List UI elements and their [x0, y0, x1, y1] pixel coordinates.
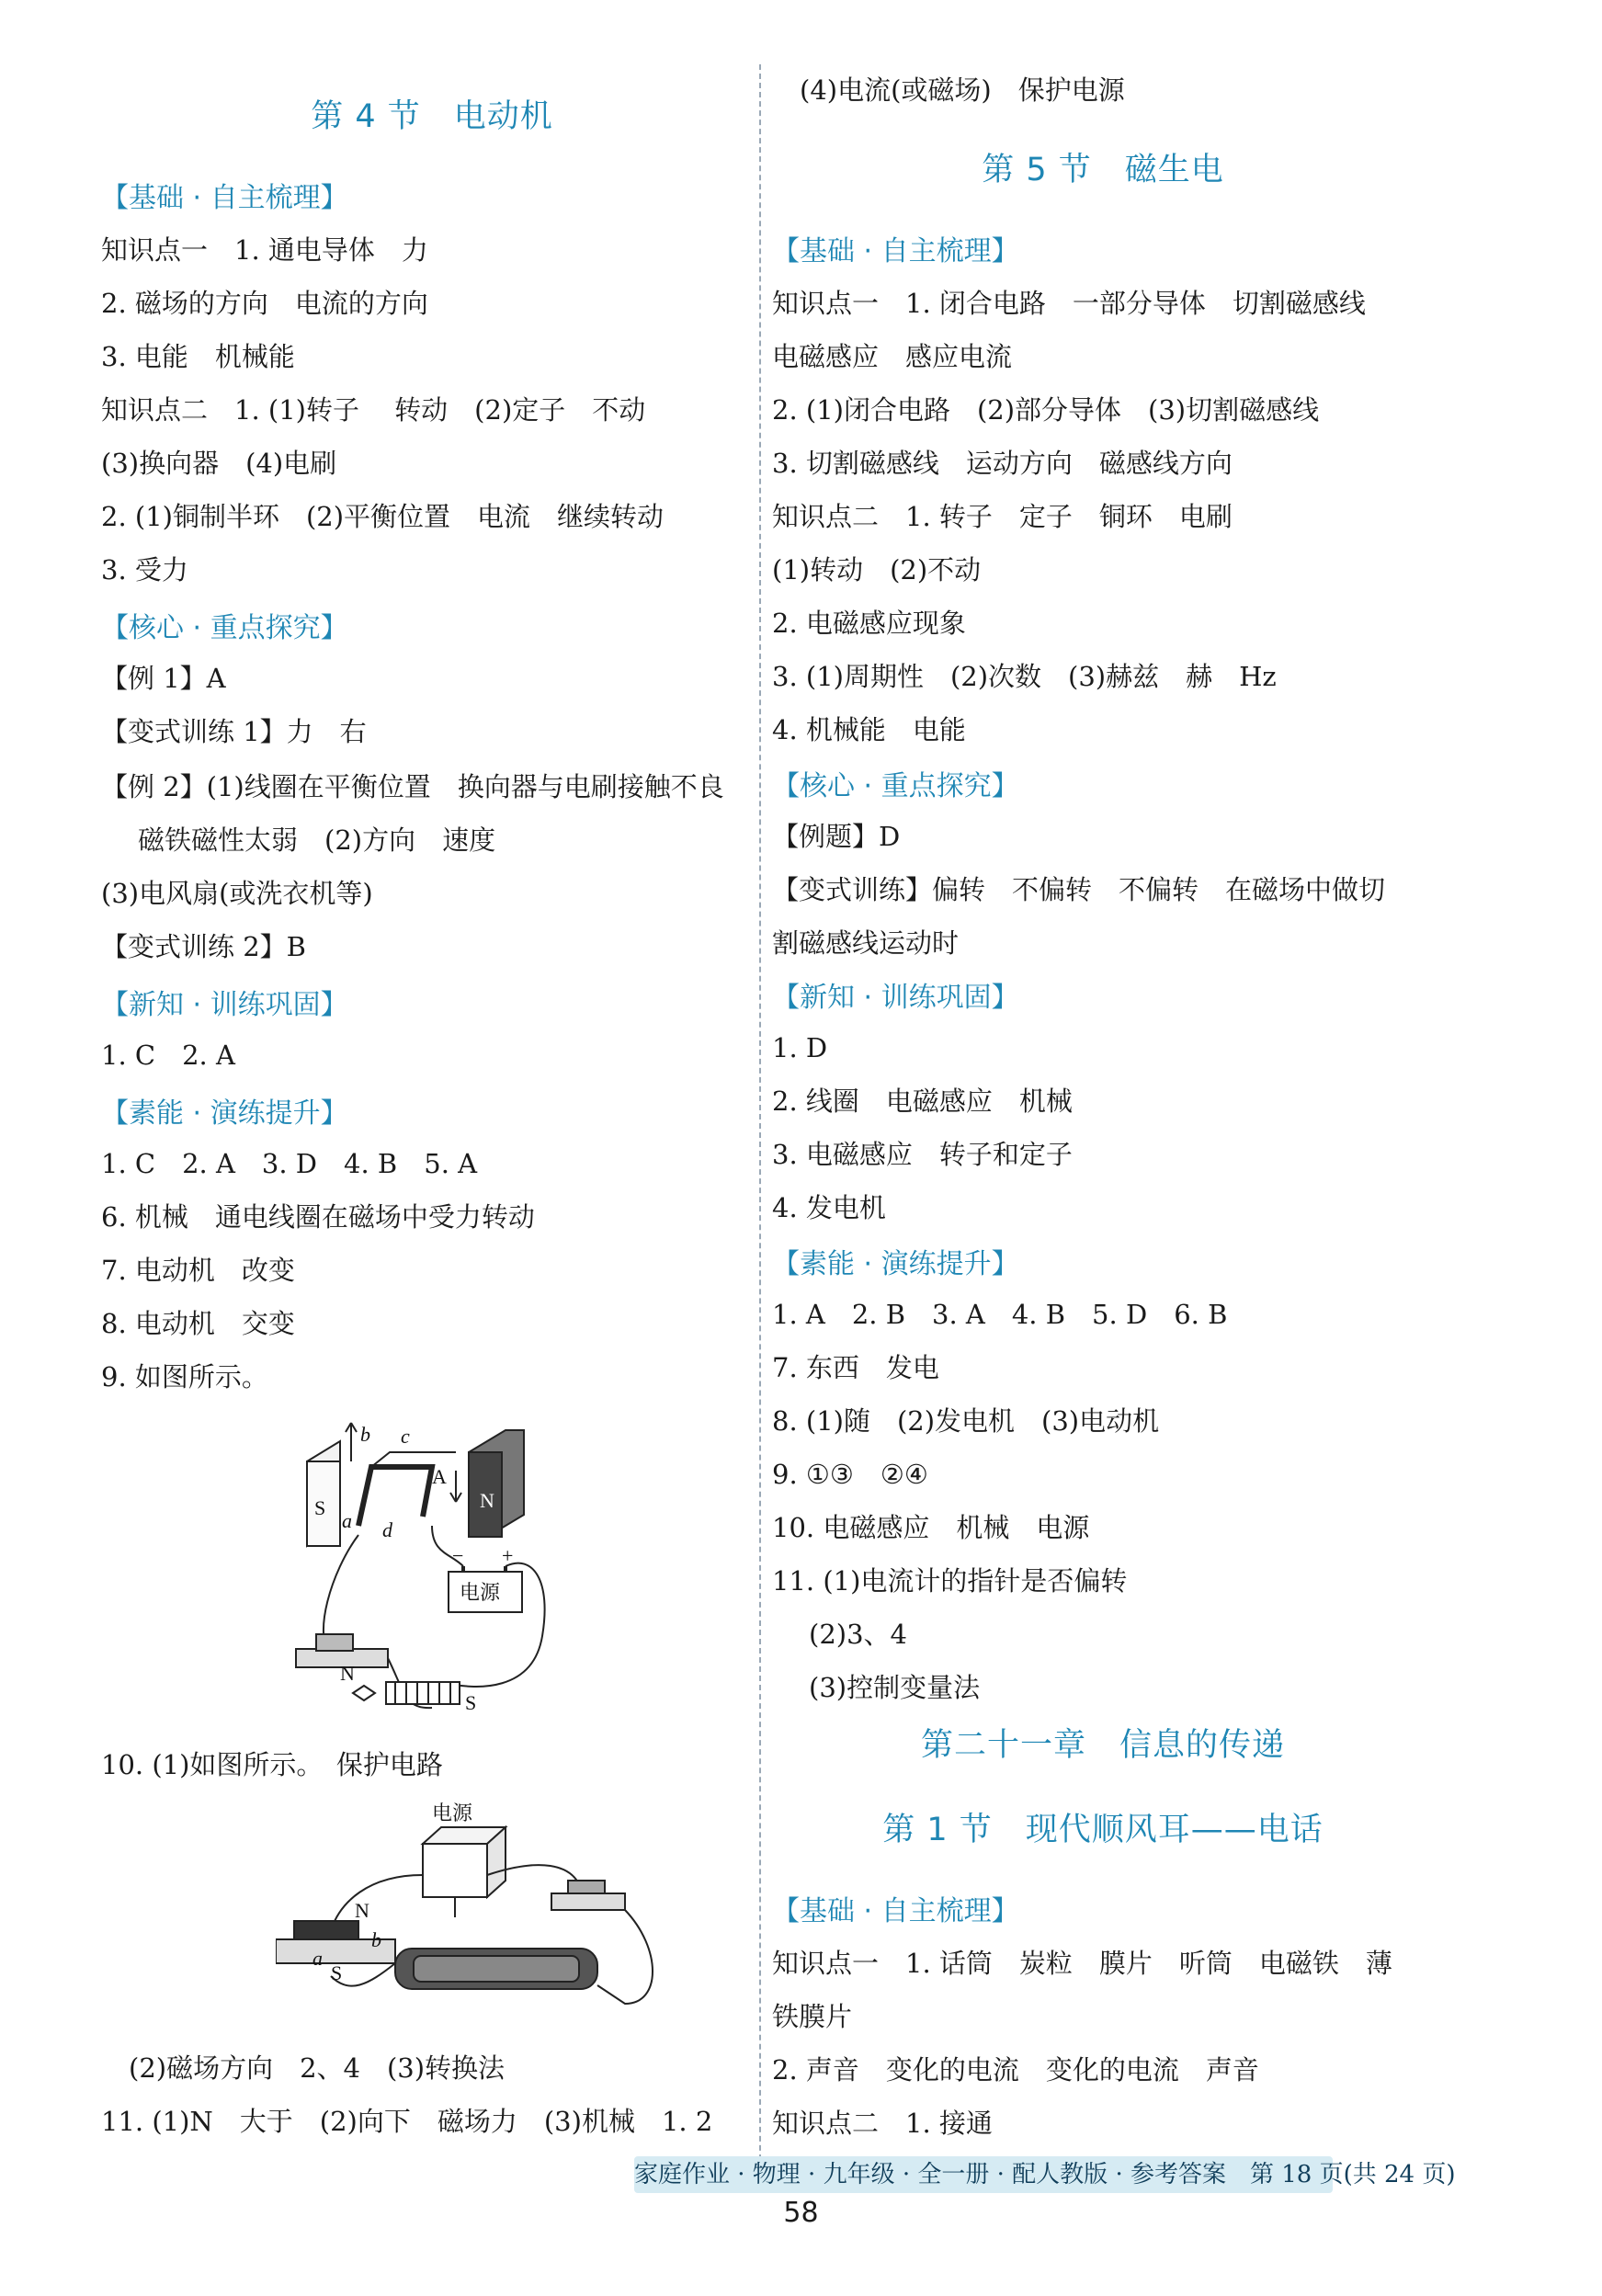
answer-line: (3)换向器 (4)电刷	[101, 448, 337, 479]
answer-line: 知识点二 1. 转子 定子 铜环 电刷	[772, 501, 1233, 532]
answer-line: 10. (1)如图所示。 保护电路	[101, 1749, 443, 1780]
heading-advanced: 【素能 · 演练提升】	[772, 1248, 1019, 1280]
answer-line: 9. ①③ ②④	[772, 1459, 928, 1490]
answer-line: 【例 2】(1)线圈在平衡位置 换向器与电刷接触不良	[101, 771, 724, 802]
heading-core: 【核心 · 重点探究】	[101, 612, 348, 644]
answer-line: 知识点二 1. (1)转子 转动 (2)定子 不动	[101, 394, 646, 426]
label-c: c	[401, 1425, 410, 1448]
answer-line: (3)电风扇(或洗衣机等)	[101, 878, 373, 909]
answer-line: 11. (1)电流计的指针是否偏转	[772, 1565, 1128, 1597]
answer-line: 8. 电动机 交变	[101, 1308, 295, 1339]
section-title: 第 5 节 磁生电	[982, 152, 1224, 188]
answer-line: 10. 电磁感应 机械 电源	[772, 1512, 1090, 1543]
n-pole-label: N	[480, 1489, 494, 1512]
answer-line: 【变式训练】偏转 不偏转 不偏转 在磁场中做切	[772, 874, 1386, 905]
n-pole-label: N	[355, 1899, 369, 1922]
answer-line: (1)转动 (2)不动	[772, 554, 982, 585]
answer-line: (2)磁场方向 2、4 (3)转换法	[129, 2052, 506, 2084]
page-number: 58	[783, 2197, 819, 2229]
answer-line: 1. A 2. B 3. A 4. B 5. D 6. B	[772, 1299, 1228, 1330]
footer-banner: 家庭作业 · 物理 · 九年级 · 全一册 · 配人教版 · 参考答案 第 18 页(共 24 页)	[634, 2156, 1333, 2193]
answer-line: 知识点一 1. 通电导体 力	[101, 234, 428, 266]
answer-line: 3. (1)周期性 (2)次数 (3)赫兹 赫 Hz	[772, 661, 1277, 692]
section-title: 第 4 节 电动机	[311, 98, 553, 135]
label-d: d	[382, 1518, 392, 1541]
answer-line: (2)3、4	[809, 1619, 907, 1650]
answer-line: 2. (1)铜制半环 (2)平衡位置 电流 继续转动	[101, 501, 665, 532]
heading-core: 【核心 · 重点探究】	[772, 770, 1019, 802]
answer-line: 电磁感应 感应电流	[772, 341, 1013, 372]
motor-circuit-diagram	[294, 1415, 680, 1719]
answer-line: 铁膜片	[772, 2001, 853, 2032]
answer-line: 11. (1)N 大于 (2)向下 磁场力 (3)机械 1. 2	[101, 2106, 713, 2137]
answer-line: 【变式训练 1】力 右	[101, 716, 367, 747]
s-pole-label: S	[331, 1961, 343, 1984]
source-label: 电源	[460, 1581, 501, 1604]
answer-line: 7. 电动机 改变	[101, 1255, 295, 1286]
heading-practice: 【新知 · 训练巩固】	[772, 982, 1019, 1014]
answer-line: 1. C 2. A	[101, 1040, 235, 1071]
generator-circuit-diagram	[276, 1802, 699, 2013]
answer-line: 4. 发电机	[772, 1192, 886, 1223]
answer-line: 知识点一 1. 话筒 炭粒 膜片 听筒 电磁铁 薄	[772, 1948, 1392, 1979]
answer-line: 知识点一 1. 闭合电路 一部分导体 切割磁感线	[772, 288, 1366, 319]
answer-line: 6. 机械 通电线圈在磁场中受力转动	[101, 1201, 535, 1233]
answer-line: 3. 受力	[101, 554, 188, 585]
plus-sign: +	[502, 1544, 514, 1567]
section-title: 第 1 节 现代顺风耳——电话	[882, 1812, 1324, 1848]
chapter-title: 第二十一章 信息的传递	[920, 1727, 1285, 1764]
answer-line: 2. 磁场的方向 电流的方向	[101, 288, 428, 319]
heading-practice: 【新知 · 训练巩固】	[101, 989, 348, 1021]
answer-line: 8. (1)随 (2)发电机 (3)电动机	[772, 1405, 1160, 1437]
answer-line: 3. 电能 机械能	[101, 341, 295, 372]
minus-sign: −	[452, 1544, 464, 1567]
source-label: 电源	[432, 1802, 473, 1824]
heading-basics: 【基础 · 自主梳理】	[772, 1895, 1019, 1927]
answer-line: 7. 东西 发电	[772, 1352, 939, 1383]
answer-line: 2. 声音 变化的电流 变化的电流 声音	[772, 2054, 1259, 2086]
solenoid-n-label: N	[340, 1662, 355, 1685]
answer-line: 4. 机械能 电能	[772, 714, 966, 745]
answer-line: 【例 1】A	[101, 663, 226, 694]
heading-basics: 【基础 · 自主梳理】	[772, 235, 1019, 267]
answer-line: 2. (1)闭合电路 (2)部分导体 (3)切割磁感线	[772, 394, 1320, 426]
answer-line: 3. 切割磁感线 运动方向 磁感线方向	[772, 448, 1233, 479]
label-b: b	[371, 1928, 381, 1951]
answer-line: 3. 电磁感应 转子和定子	[772, 1139, 1073, 1170]
answer-line: 知识点二 1. 接通	[772, 2108, 993, 2139]
answer-line: 磁铁磁性太弱 (2)方向 速度	[138, 824, 496, 856]
heading-basics: 【基础 · 自主梳理】	[101, 182, 348, 214]
label-a-corner: a	[342, 1509, 352, 1532]
answer-line: 1. C 2. A 3. D 4. B 5. A	[101, 1148, 478, 1179]
label-a: b	[360, 1423, 370, 1446]
answer-line: 1. D	[772, 1032, 828, 1063]
s-pole-label: S	[314, 1496, 326, 1519]
solenoid-s-label: S	[465, 1691, 477, 1714]
label-A: A	[432, 1465, 447, 1488]
answer-line: 9. 如图所示。	[101, 1361, 268, 1392]
heading-advanced: 【素能 · 演练提升】	[101, 1097, 348, 1130]
answer-line: (3)控制变量法	[809, 1672, 981, 1703]
label-a: a	[312, 1947, 323, 1970]
answer-line: 2. 电磁感应现象	[772, 608, 966, 639]
answer-line: 【例题】D	[772, 821, 901, 852]
answer-line: (4)电流(或磁场) 保护电源	[800, 74, 1125, 106]
answer-line: 【变式训练 2】B	[101, 931, 306, 962]
column-divider	[759, 64, 761, 2188]
answer-line: 2. 线圈 电磁感应 机械	[772, 1085, 1073, 1117]
answer-line: 割磁感线运动时	[772, 927, 960, 959]
